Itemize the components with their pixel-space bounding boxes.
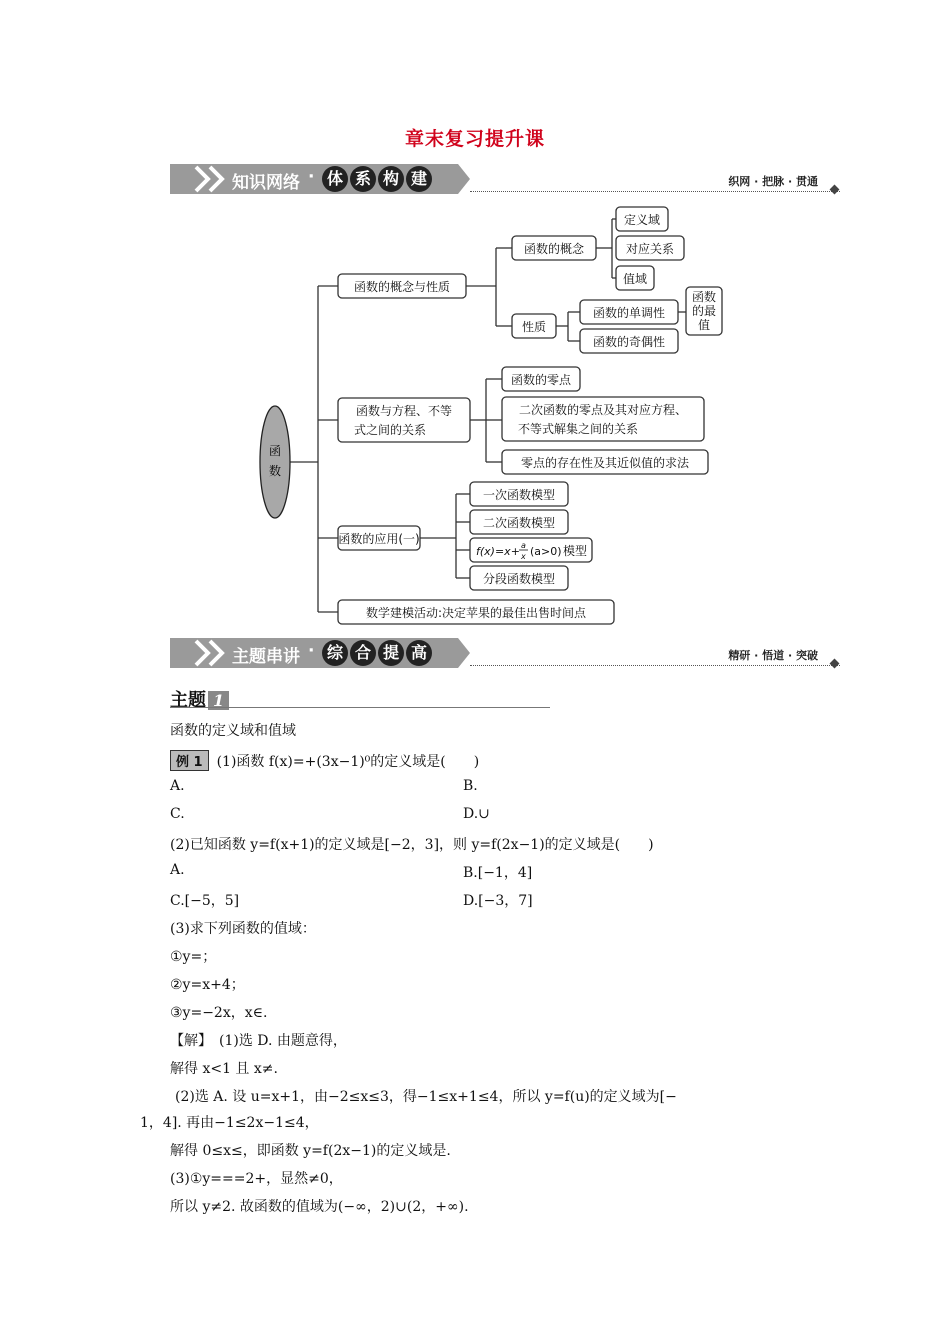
banner-divider xyxy=(470,665,840,666)
mindmap-node: 模型 xyxy=(563,544,588,558)
formula-cond: (a>0) xyxy=(530,545,562,558)
banner-circle-char: 建 xyxy=(406,166,432,192)
diamond-icon xyxy=(830,659,840,669)
mindmap-node: 函数与方程、不等 xyxy=(355,404,453,418)
mindmap-node: 函数 xyxy=(691,290,717,304)
mindmap-node: 不等式解集之间的关系 xyxy=(517,422,639,436)
banner-circle-char: 合 xyxy=(350,640,376,666)
banner-right-text: 精研 · 悟道 · 突破 xyxy=(728,649,818,662)
mindmap-node: 函数的概念 xyxy=(523,242,585,256)
example-line xyxy=(170,750,479,771)
banner-circle-char: 综 xyxy=(322,640,348,666)
mindmap-node: 式之间的关系 xyxy=(353,423,427,437)
option-a: A. xyxy=(170,862,185,878)
mindmap-node: 函数的应用(一) xyxy=(338,532,420,546)
topic-tag xyxy=(170,686,229,712)
banner-circle-char: 构 xyxy=(378,166,404,192)
mindmap-node: 函数的单调性 xyxy=(592,306,666,320)
mindmap-node: 函数的奇偶性 xyxy=(592,335,666,349)
example-badge: 例 1 xyxy=(170,750,209,771)
option-b: B.[−1，4] xyxy=(463,865,533,881)
question-3-item: ②y=x+4； xyxy=(170,977,245,993)
topic-number: 1 xyxy=(208,691,229,710)
solution-line: 1，4]. 再由−1≤2x−1≤4， xyxy=(140,1115,319,1131)
question-3-item: ①y=； xyxy=(170,949,217,965)
banner-circle-char: 提 xyxy=(378,640,404,666)
question-2: (2)已知函数 y=f(x+1)的定义域是[−2，3]，则 y=f(2x−1)的定义域是( ) xyxy=(170,837,654,853)
formula-frac-den: x xyxy=(521,552,526,561)
mindmap-node: 函数的概念与性质 xyxy=(353,280,451,294)
option-c: C.[−5，5] xyxy=(170,893,240,909)
solution-line: 解得 x<1 且 x≠. xyxy=(170,1061,278,1077)
banner-sep: · xyxy=(308,167,315,187)
mindmap-node: 分段函数模型 xyxy=(482,572,556,586)
option-d: D.[−3，7] xyxy=(463,893,533,909)
page-title: 章末复习提升课 xyxy=(404,128,545,150)
banner-left-text: 知识网络 xyxy=(232,173,300,193)
option-a: A. xyxy=(170,778,185,794)
banner-sep: · xyxy=(308,641,315,661)
mindmap-node: 的最 xyxy=(691,304,717,318)
banner-circle-char: 系 xyxy=(350,166,376,192)
knowledge-mindmap xyxy=(0,0,950,640)
mindmap-root xyxy=(260,406,290,518)
question-3-item: ③y=−2x，x∈. xyxy=(170,1005,268,1021)
mindmap-node: 值域 xyxy=(622,272,648,286)
option-d: D.∪ xyxy=(463,806,490,822)
mindmap-root-label: 数 xyxy=(268,464,282,478)
mindmap-node: 二次函数的零点及其对应方程、 xyxy=(518,403,688,417)
banner-circle-char: 高 xyxy=(406,640,432,666)
mindmap-node: 二次函数模型 xyxy=(482,516,556,530)
option-b: B. xyxy=(463,778,478,794)
topic-label: 主题 xyxy=(170,690,206,711)
solution-line: 所以 y≠2. 故函数的值域为(−∞，2)∪(2，+∞). xyxy=(170,1199,469,1215)
section-heading: 函数的定义域和值域 xyxy=(170,723,296,739)
mindmap-node: 零点的存在性及其近似值的求法 xyxy=(520,456,690,470)
question-1: (1)函数 f(x)=+(3x−1)⁰的定义域是( ) xyxy=(216,754,480,770)
mindmap-node: 函数的零点 xyxy=(510,373,572,387)
section-banner-topics xyxy=(170,638,840,668)
solution-line: (3)①y===2+，显然≠0， xyxy=(170,1171,343,1187)
formula-frac-num: a xyxy=(521,541,526,550)
question-3: (3)求下列函数的值域： xyxy=(170,921,316,937)
mindmap-node: 定义域 xyxy=(623,213,661,227)
option-c: C. xyxy=(170,806,185,822)
mindmap-node: 性质 xyxy=(521,320,547,334)
solution-line: (2)选 A. 设 u=x+1，由−2≤x≤3，得−1≤x+1≤4，所以 y=f(u)的定义域为[− xyxy=(175,1089,677,1105)
banner-left-text: 主题串讲 xyxy=(232,647,300,667)
solution-line: 【解】 (1)选 D. 由题意得， xyxy=(170,1033,347,1049)
banner-circle-char: 体 xyxy=(322,166,348,192)
mindmap-node: 对应关系 xyxy=(625,242,675,256)
solution-line: 解得 0≤x≤，即函数 y=f(2x−1)的定义域是. xyxy=(170,1143,451,1159)
formula-fx: f(x)=x+ xyxy=(476,545,520,558)
mindmap-node: 值 xyxy=(697,318,711,332)
topic-underline xyxy=(170,707,550,708)
mindmap-node: 数学建模活动:决定苹果的最佳出售时间点 xyxy=(365,606,587,620)
banner-right-text: 织网 · 把脉 · 贯通 xyxy=(728,175,818,188)
mindmap-node: 一次函数模型 xyxy=(482,488,556,502)
mindmap-root-label: 函 xyxy=(268,444,282,458)
